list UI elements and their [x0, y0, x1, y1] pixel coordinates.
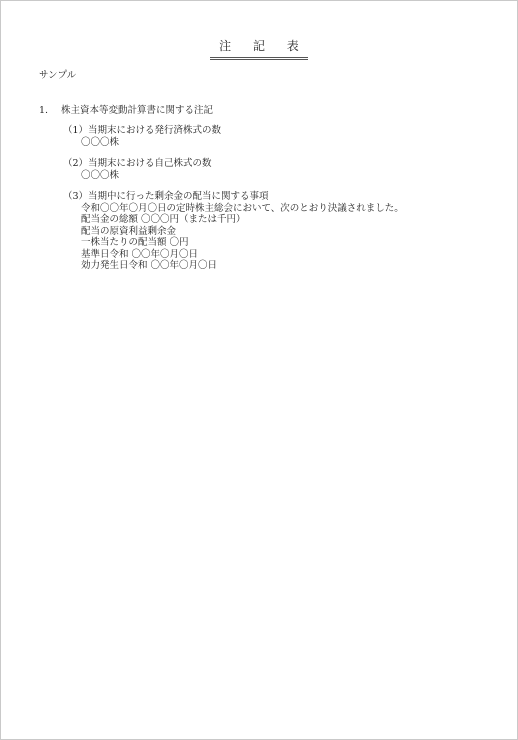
note-item-line: 効力発生日令和 〇〇年〇月〇日 [81, 260, 218, 271]
note-item-3 [63, 191, 404, 272]
note-item-line: 基準日令和 〇〇年〇月〇日 [81, 248, 199, 260]
note-item-line: 令和〇〇年〇月〇日の定時株主総会において、次のとおり決議されました。 [81, 202, 404, 214]
section-number: 1. [39, 105, 49, 116]
note-item-heading: （3）当期中に行った剰余金の配当に関する事項 [63, 191, 269, 202]
note-item-line: 配当金の総額 〇〇〇円（または千円） [81, 214, 246, 225]
note-item-1 [63, 125, 221, 148]
note-item-heading: （2）当期末における自己株式の数 [63, 158, 212, 169]
note-item-2 [63, 158, 212, 181]
document-title: 注 記 表 [210, 37, 308, 60]
note-item-line: 一株当たりの配当額 〇円 [81, 237, 189, 248]
title-area [1, 35, 517, 60]
section-heading [39, 102, 213, 116]
note-item-line: 〇〇〇株 [81, 169, 120, 181]
company-name: サンプル [39, 70, 77, 81]
section-title: 株主資本等変動計算書に関する注記 [61, 105, 214, 116]
note-item-heading: （1）当期末における発行済株式の数 [63, 125, 222, 136]
note-item-line: 配当の原資利益剰余金 [81, 225, 177, 237]
note-item-line: 〇〇〇株 [81, 136, 120, 148]
